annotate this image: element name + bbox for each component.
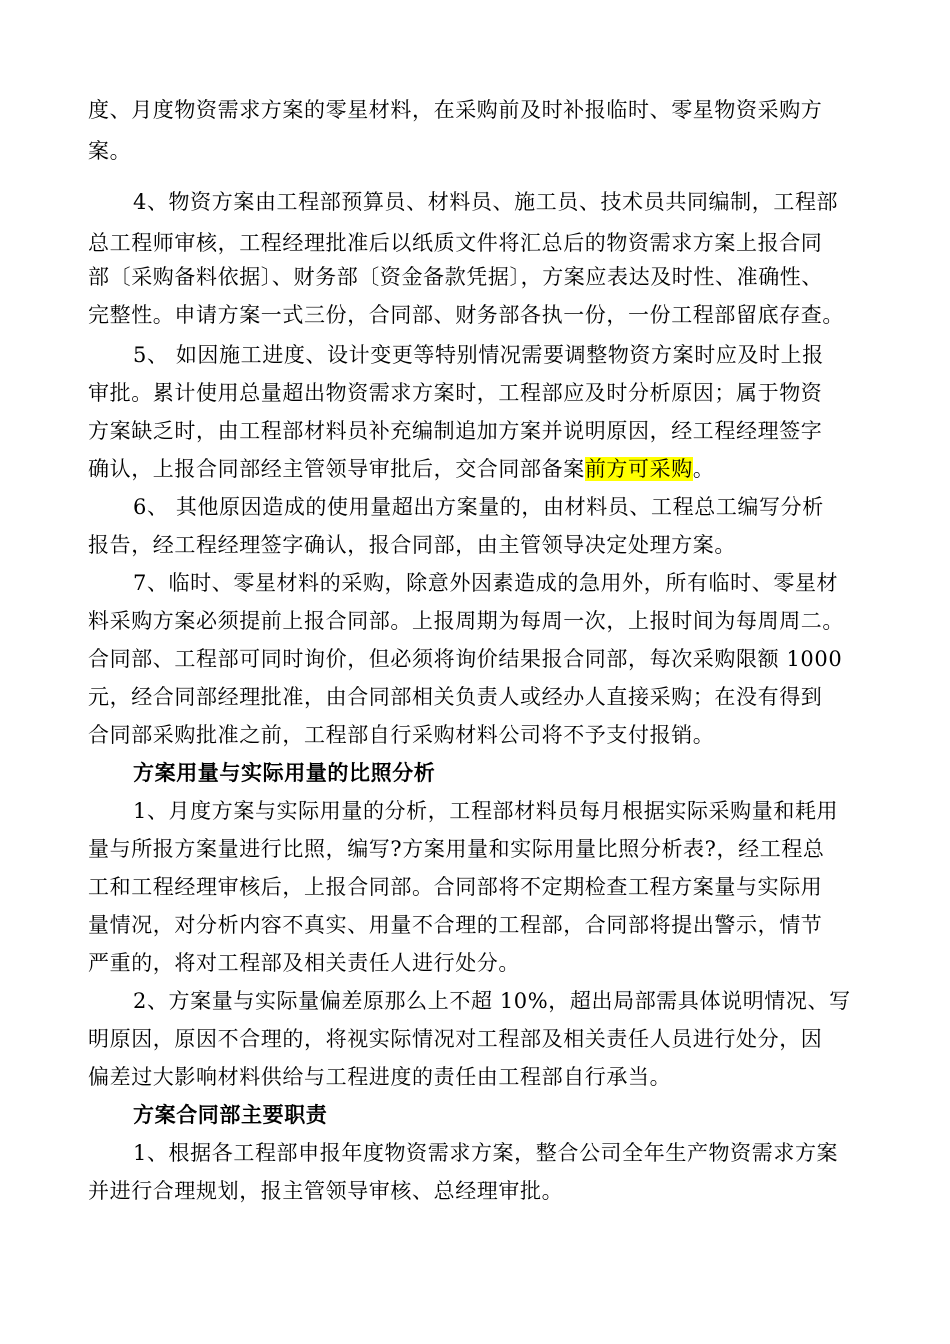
paragraph-line: 案。 — [88, 139, 132, 163]
paragraph-line: 6、 其他原因造成的使用量超出方案量的，由材料员、工程总工编写分析 — [133, 495, 824, 519]
paragraph-line: 并进行合理规划，报主管领导审核、总经理审批。 — [88, 1179, 564, 1203]
paragraph-line: 元，经合同部经理批准，由合同部相关负责人或经办人直接采购；在没有得到 — [88, 685, 823, 709]
paragraph-line: 方案缺乏时，由工程部材料员补充编制追加方案并说明原因，经工程经理签字 — [88, 419, 823, 443]
paragraph-line: 严重的，将对工程部及相关责任人进行处分。 — [88, 951, 520, 975]
line-text: 确认，上报合同部经主管领导审批后，交合同部备案 — [88, 457, 585, 481]
paragraph-line: 1、月度方案与实际用量的分析，工程部材料员每月根据实际采购量和耗用 — [133, 799, 839, 823]
paragraph-line: 工和工程经理审核后，上报合同部。合同部将不定期检查工程方案量与实际用 — [88, 875, 823, 899]
paragraph-line: 7、临时、零星材料的采购，除意外因素造成的急用外，所有临时、零星材 — [133, 571, 839, 595]
paragraph-line: 明原因，原因不合理的，将视实际情况对工程部及相关责任人员进行处分，因 — [88, 1027, 823, 1051]
paragraph-line: 审批。累计使用总量超出物资需求方案时，工程部应及时分析原因；属于物资 — [88, 381, 823, 405]
paragraph-line: 料采购方案必须提前上报合同部。上报周期为每周一次，上报时间为每周周二。 — [88, 609, 844, 633]
paragraph-line: 1、根据各工程部申报年度物资需求方案，整合公司全年生产物资需求方案 — [133, 1141, 839, 1165]
line-end-punct: 。 — [692, 457, 715, 481]
highlighted-text: 前方可采购 — [584, 457, 693, 481]
paragraph-line: 量情况，对分析内容不真实、用量不合理的工程部，合同部将提出警示，情节 — [88, 913, 823, 937]
paragraph-line: 2、方案量与实际量偏差原那么上不超 10%，超出局部需具体说明情况、写 — [133, 989, 851, 1013]
paragraph-line: 部〔采购备料依据〕、财务部〔资金备款凭据〕，方案应表达及时性、准确性、 — [88, 265, 823, 289]
paragraph-line: 量与所报方案量进行比照，编写?方案用量和实际用量比照分析表?，经工程总 — [88, 837, 825, 861]
paragraph-line: 合同部、工程部可同时询价，但必须将询价结果报合同部，每次采购限额 1000 — [88, 647, 843, 671]
paragraph-line: 报告，经工程经理签字确认，报合同部，由主管领导决定处理方案。 — [88, 533, 736, 557]
paragraph-line: 5、 如因施工进度、设计变更等特别情况需要调整物资方案时应及时上报 — [133, 343, 824, 367]
section-heading: 方案用量与实际用量的比照分析 — [133, 760, 436, 785]
paragraph-line: 合同部采购批准之前，工程部自行采购材料公司将不予支付报销。 — [88, 723, 715, 747]
paragraph-line — [88, 454, 714, 484]
paragraph-line: 偏差过大影响材料供给与工程进度的责任由工程部自行承当。 — [88, 1065, 672, 1089]
paragraph-line: 4、物资方案由工程部预算员、材料员、施工员、技术员共同编制，工程部 — [133, 190, 839, 214]
paragraph-line: 完整性。申请方案一式三份，合同部、财务部各执一份，一份工程部留底存查。 — [88, 303, 844, 327]
paragraph-line: 总工程师审核，工程经理批准后以纸质文件将汇总后的物资需求方案上报合同 — [88, 231, 823, 255]
paragraph-line: 度、月度物资需求方案的零星材料，在采购前及时补报临时、零星物资采购方 — [88, 98, 823, 122]
section-heading: 方案合同部主要职责 — [133, 1102, 328, 1127]
